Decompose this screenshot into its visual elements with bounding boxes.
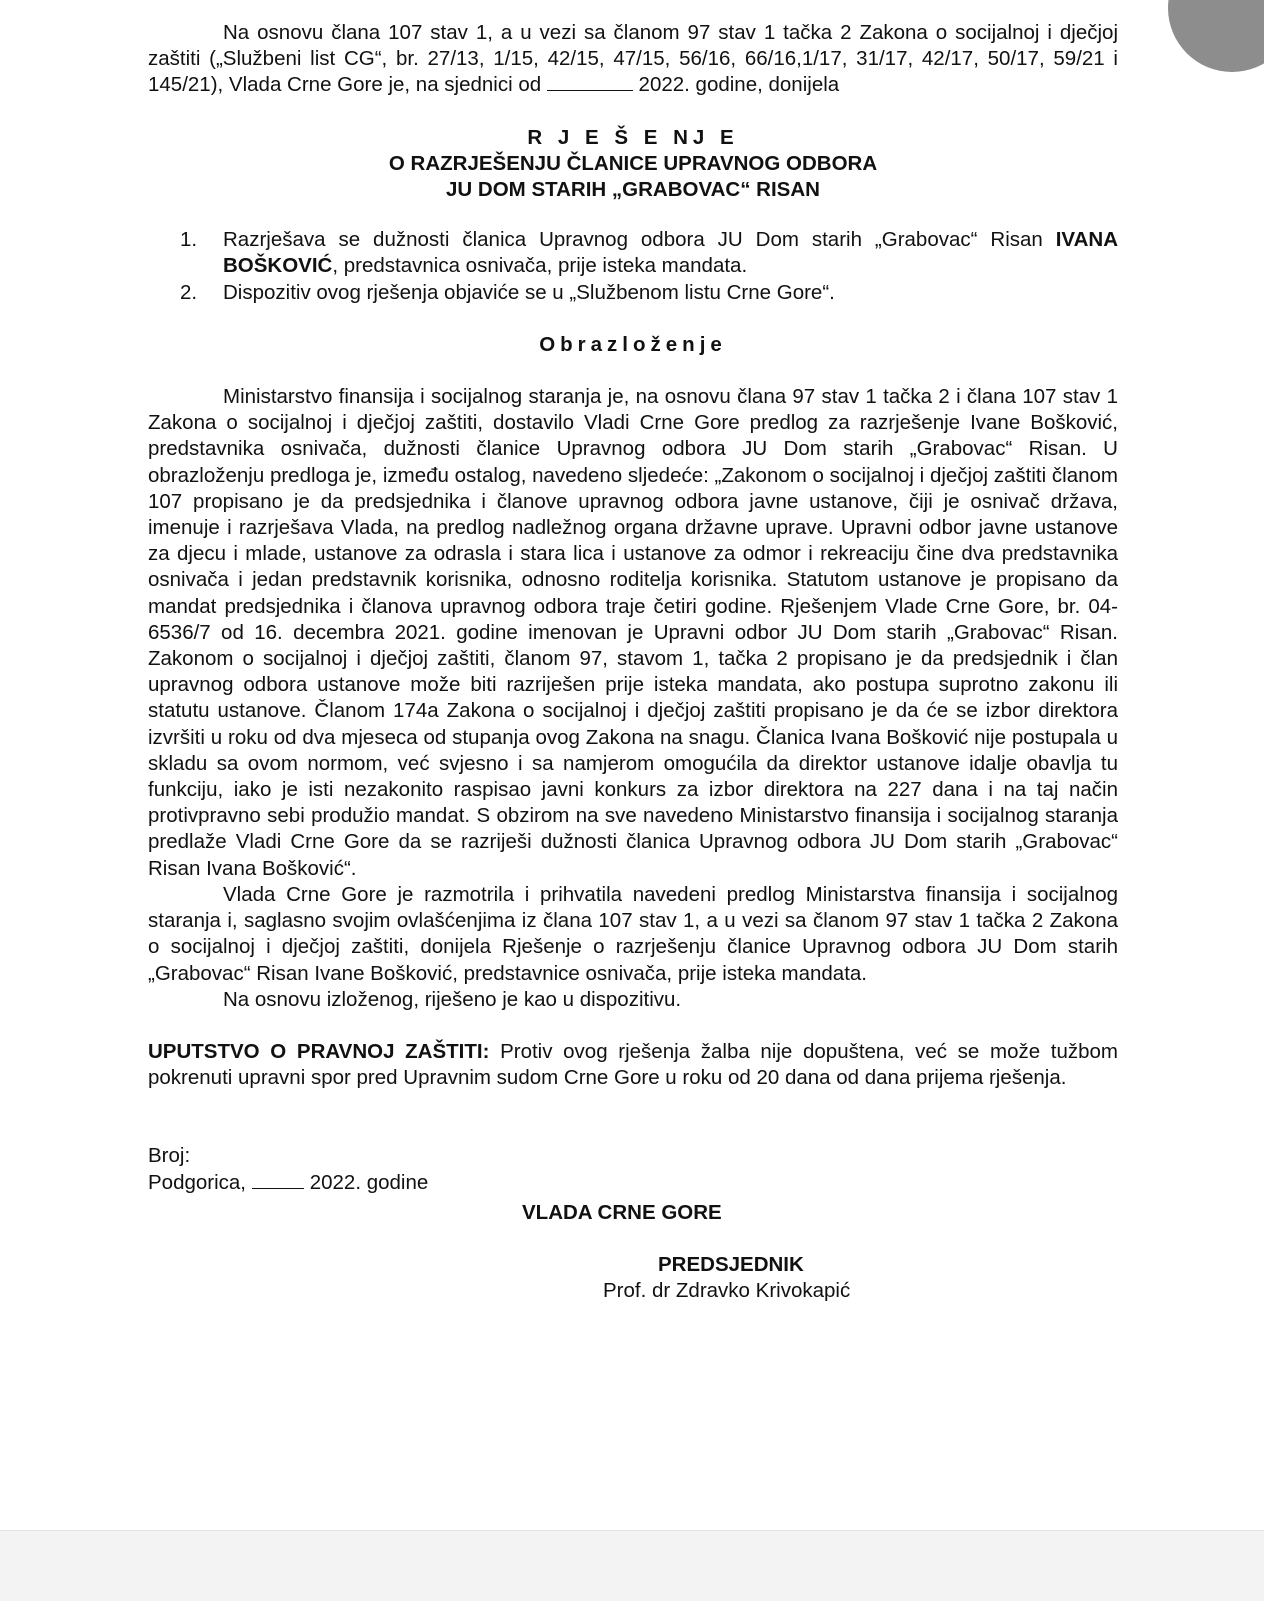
preamble-paragraph: Na osnovu člana 107 stav 1, a u vezi sa članom 97 stav 1 tačka 2 Zakona o socijalnoj i dječjoj zaštiti („Službeni list CG“, br. 27/13, 1/15, 42/15, 47/15, 56/16, 66/16,1/17, 31/17, 42/17, 50/17, 59/21 i 145/21), Vlada Crne Gore je, na sjednici od 2022. godine, donijela xyxy=(148,21,1118,97)
document-content xyxy=(148,20,1118,1304)
reasoning-paragraph: Vlada Crne Gore je razmotrila i prihvatila navedeni predlog Ministarstva finansija i socijalnog staranja i, saglasno svojim ovlašćenjima iz člana 107 stav 1, a u vezi sa članom 97 stav 1 tačka 2 Zakona o socijalnoj i dječjoj zaštiti, donijela Rješenje o razrješenju članice Upravnog odbora JU Dom starih „Grabovac“ Risan Ivane Bošković, predstavnice osnivača, prije isteka mandata. xyxy=(148,882,1118,985)
decision-subject-line2: JU DOM STARIH „GRABOVAC“ RISAN xyxy=(446,178,820,202)
dispositive-item: 2. Dispozitiv ovog rješenja objaviće se u „Službenom listu Crne Gore“. xyxy=(148,280,1118,306)
decision-title xyxy=(148,125,1118,204)
reasoning-heading: Obrazloženje xyxy=(539,332,727,356)
session-date-blank xyxy=(547,74,633,91)
legal-remedy-paragraph: UPUTSTVO O PRAVNOJ ZAŠTITI: Protiv ovog rješenja žalba nije dopuštena, već se može tužbom pokrenuti upravni spor pred Upravnim sudom Crne Gore u roku od 20 dana od dana prijema rješenja. xyxy=(148,1039,1119,1090)
decision-heading: R J E Š E NJ E xyxy=(527,125,739,149)
legal-remedy-label: UPUTSTVO O PRAVNOJ ZAŠTITI: xyxy=(148,1039,490,1063)
document-number-label: Broj: xyxy=(148,1144,191,1168)
dispositive-item: 1. Razrješava se dužnosti članica Upravnog odbora JU Dom starih „Grabovac“ Risan IVANA BOŠKOVIĆ, predstavnica osnivača, prije isteka mandata. xyxy=(180,228,1118,278)
corner-overlay-circle xyxy=(1168,0,1264,72)
reasoning-conclusion: Na osnovu izloženog, riješeno je kao u dispozitivu. xyxy=(223,987,682,1011)
signatory-name: Prof. dr Zdravko Krivokapić xyxy=(603,1279,851,1303)
dispositive-item-number: 1. xyxy=(180,228,198,252)
bottom-strip xyxy=(0,1530,1264,1601)
signing-date-blank xyxy=(252,1172,304,1189)
reasoning-paragraph: Ministarstvo finansija i socijalnog staranja je, na osnovu člana 97 stav 1 tačka 2 i člana 107 stav 1 Zakona o socijalnoj i dječjoj zaštiti, dostavilo Vladi Crne Gore predlog za razrješenje Ivane Bošković, predstavnika osnivača, dužnosti članice Upravnog odbora JU Dom starih „Grabovac“ Risan. U obrazloženju predloga je, između ostalog, navedeno sljedeće: „Zakonom o socijalnoj i dječjoj zaštiti članom 107 propisano je da predsjednika i članove upravnog odbora javne ustanove, čiji je osnivač država, imenuje i razrješava Vlada, na predlog nadležnog organa državne uprave. Upravni odbor javne ustanove za djecu i mlade, ustanove za odrasla i stara lica i ustanove za odmor i rekreaciju čine dva predstavnika osnivača i jedan predstavnik korisnika, odnosno roditelja korisnika. Statutom ustanove je propisano da mandat predsjednika i članova upravnog odbora traje četiri godine. Rješenjem Vlade Crne Gore, br. 04-6536/7 od 16. decembra 2021. godine imenovan je Upravni odbor JU Dom starih „Grabovac“ Risan. Zakonom o socijalnoj i dječjoj zaštiti, članom 97, stavom 1, tačka 2 propisano je da predsjednik i član upravnog odbora ustanove može biti razriješen prije isteka mandata, ako postupa suprotno zakonu ili statutu ustanove. Članom 174a Zakona o socijalnoj i dječjoj zaštiti propisano je da će se izbor direktora izvršiti u roku od dva mjeseca od stupanja ovog Zakona na snagu. Članica Ivana Bošković nije postupala u skladu sa ovom normom, već svjesno i sa namjerom omogućila da direktor ustanove idalje obavlja tu funkciju, iako je isti nezakonito raspisao javni konkurs za izbor direktora na 227 dana i na taj način protivpravno sebi produžio mandat. S obzirom na sve navedeno Ministarstvo finansija i socijalnog staranja predlaže Vladi Crne Gore da se razriješi dužnosti članica Upravnog odbora JU Dom starih „Grabovac“ Risan Ivana Bošković“. xyxy=(148,385,1118,880)
place-date-line: Podgorica, 2022. godine xyxy=(148,1170,429,1194)
dispositive-item-number: 2. xyxy=(180,280,198,304)
government-name: VLADA CRNE GORE xyxy=(522,1200,722,1224)
signatory-title: PREDSJEDNIK xyxy=(658,1252,804,1276)
member-name: IVANA BOŠKOVIĆ xyxy=(223,228,1118,278)
dispositive-list xyxy=(148,227,1118,306)
decision-subject-line1: O RAZRJEŠENJU ČLANICE UPRAVNOG ODBORA xyxy=(388,151,878,175)
signature-block xyxy=(148,1143,1118,1304)
